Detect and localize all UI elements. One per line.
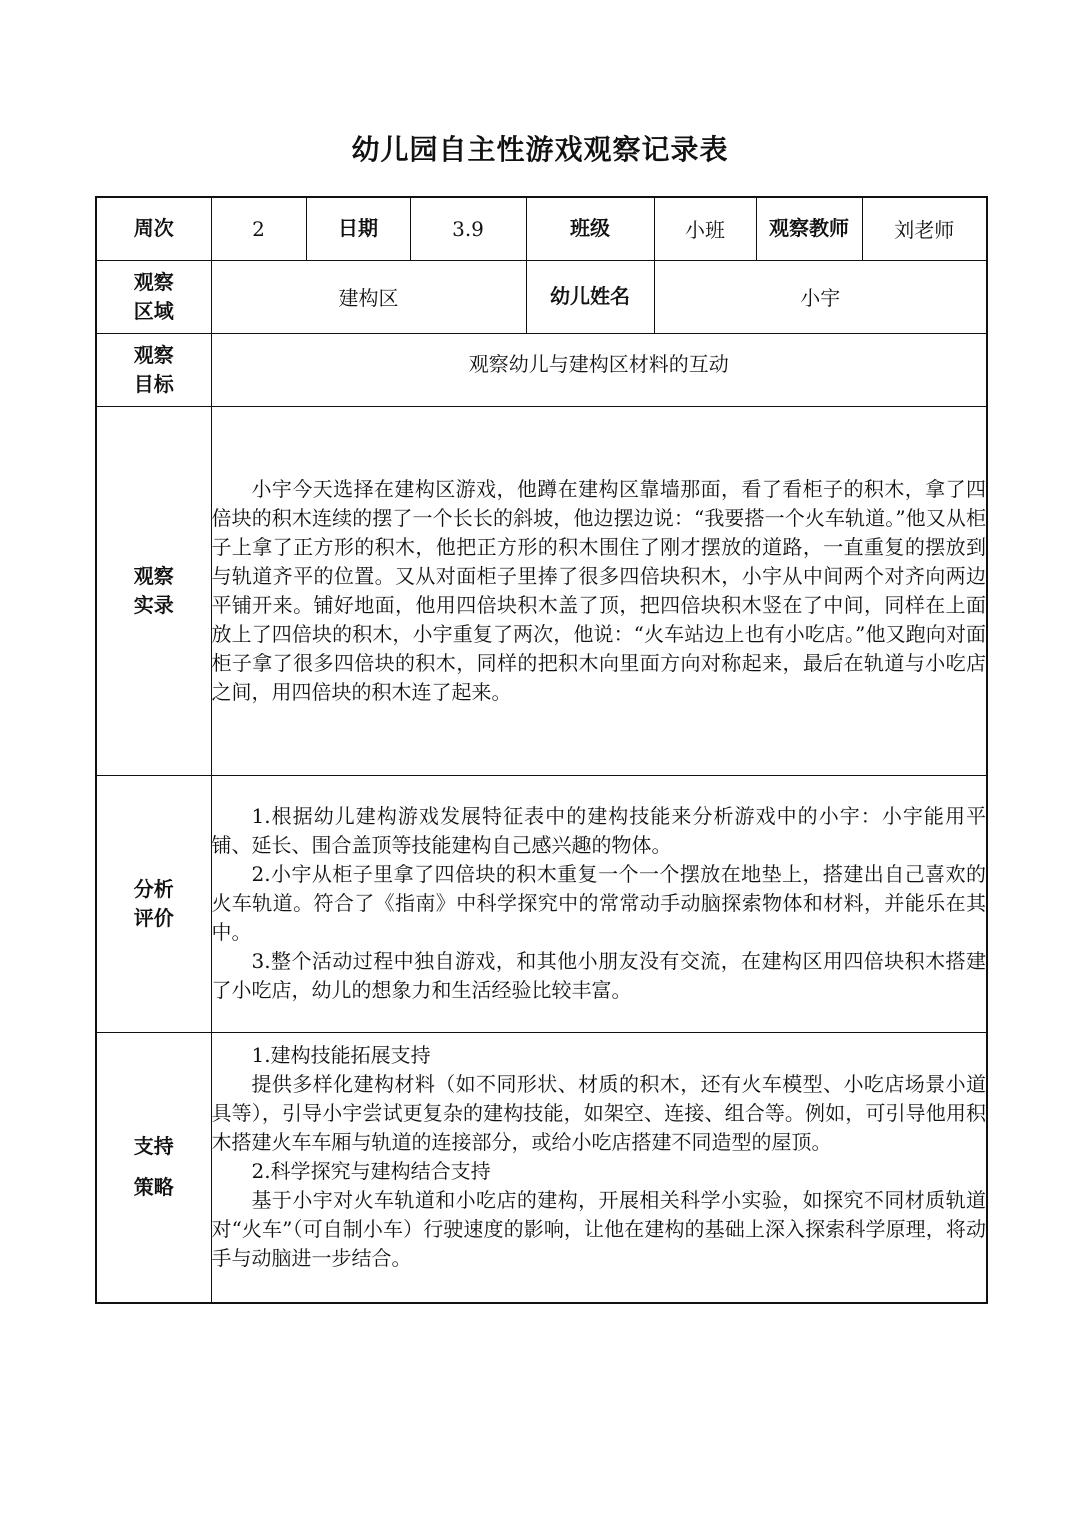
week-label: 周次 (96, 197, 211, 260)
teacher-value: 刘老师 (862, 197, 987, 260)
record-label: 观察 实录 (96, 406, 211, 775)
analysis-item-2: 2.小宇从柜子里拿了四倍块的积木重复一个一个摆放在地垫上，搭建出自己喜欢的火车轨道。符合了《指南》中科学探究中的常常动手动脑探索物体和材料，并能乐在其中。 (211, 862, 986, 944)
table-row-basic-info (96, 197, 987, 260)
analysis-item-1: 1.根据幼儿建构游戏发展特征表中的建构技能来分析游戏中的小宇：小宇能用平铺、延长、围合盖顶等技能建构自己感兴趣的物体。 (211, 804, 986, 857)
date-label: 日期 (306, 197, 410, 260)
area-value: 建构区 (211, 260, 526, 333)
support-text-1: 提供多样化建构材料（如不同形状、材质的积木，还有火车模型、小吃店场景小道具等），引导小宇尝试更复杂的建构技能，如架空、连接、组合等。例如，可引导他用积木搭建火车车厢与轨道的连接部分，或给小吃店搭建不同造型的屋顶。 (211, 1071, 986, 1154)
table-row-goal (96, 333, 987, 406)
analysis-text-cell (211, 775, 987, 1032)
child-name-label: 幼儿姓名 (526, 260, 654, 333)
support-text-2: 基于小宇对火车轨道和小吃店的建构，开展相关科学小实验，如探究不同材质轨道对“火车”（可自制小车）行驶速度的影响，让他在建构的基础上深入探索科学原理，将动手与动脑进一步结合。 (211, 1187, 986, 1270)
goal-value: 观察幼儿与建构区材料的互动 (211, 333, 987, 406)
record-text-cell (211, 406, 987, 775)
table-row-support (96, 1032, 987, 1303)
support-text-cell (211, 1032, 987, 1303)
page-title: 幼儿园自主性游戏观察记录表 (351, 133, 729, 166)
table-row-analysis (96, 775, 987, 1032)
table-row-record (96, 406, 987, 775)
class-value: 小班 (654, 197, 756, 260)
analysis-label: 分析 评价 (96, 775, 211, 1032)
class-label: 班级 (526, 197, 654, 260)
support-label: 支持 策略 (96, 1032, 211, 1303)
area-label: 观察 区域 (96, 260, 211, 333)
observation-record-table (95, 196, 988, 1304)
record-text: 小宇今天选择在建构区游戏，他蹲在建构区靠墙那面，看了看柜子的积木，拿了四倍块的积木连续的摆了一个长长的斜坡，他边摆边说：“我要搭一个火车轨道。”他又从柜子上拿了正方形的积木，他把正方形的积木围住了刚才摆放的道路，一直重复的摆放到与轨道齐平的位置。又从对面柜子里捧了很多四倍块积木，小宇从中间两个对齐向两边平铺开来。铺好地面，他用四倍块积木盖了顶，把四倍块积木竖在了中间，同样在上面放上了四倍块的积木，小宇重复了两次，他说：“火车站边上也有小吃店。”他又跑向对面柜子拿了很多四倍块的积木，同样的把积木向里面方向对称起来，最后在轨道与小吃店之间，用四倍块的积木连了起来。 (211, 476, 986, 704)
analysis-item-3: 3.整个活动过程中独自游戏，和其他小朋友没有交流，在建构区用四倍块积木搭建了小吃店，幼儿的想象力和生活经验比较丰富。 (211, 949, 986, 1002)
support-heading-2: 2.科学探究与建构结合支持 (251, 1158, 491, 1183)
child-name-value: 小宇 (654, 260, 987, 333)
week-value: 2 (211, 197, 306, 260)
goal-label: 观察 目标 (96, 333, 211, 406)
support-heading-1: 1.建构技能拓展支持 (251, 1042, 431, 1067)
teacher-label: 观察教师 (756, 197, 862, 260)
date-value: 3.9 (410, 197, 526, 260)
table-row-area (96, 260, 987, 333)
